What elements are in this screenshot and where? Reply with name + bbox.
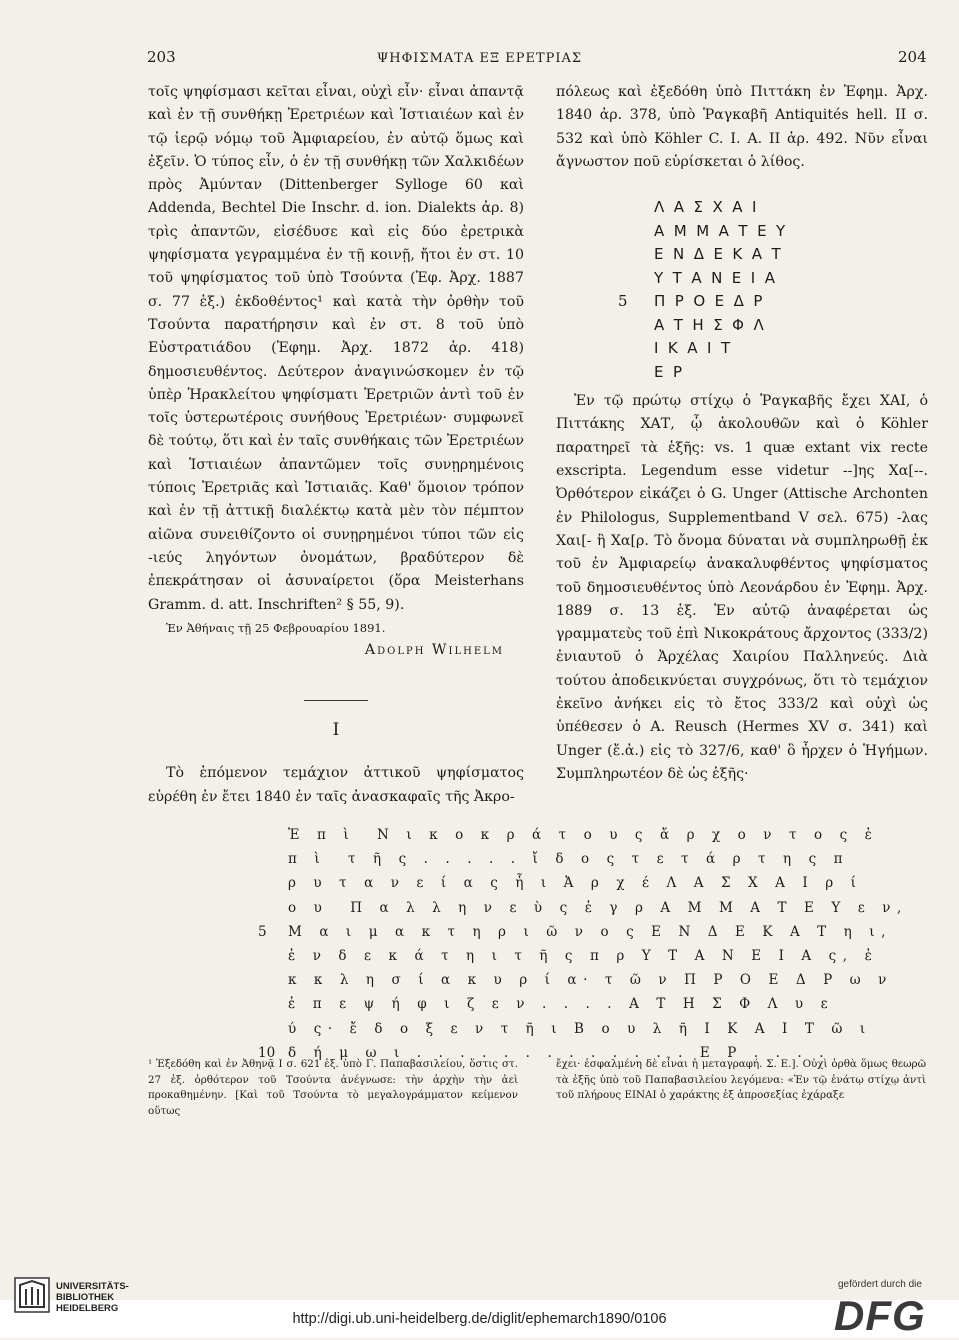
inscription-line [556, 290, 928, 314]
line-text: ρ υ τ α ν ε ί α ς ἧ ι Ἀ ρ χ έ Λ Α Σ Χ Α Ι ρ ί [288, 875, 863, 892]
line-text: ΥΤΑΝΕΙΑ [654, 268, 785, 287]
inscription-line [556, 361, 928, 385]
dfg-logo: DFG [834, 1292, 926, 1339]
library-name-line: BIBLIOTHEK [56, 1292, 115, 1303]
left-column [148, 81, 524, 809]
section-divider [304, 700, 368, 701]
left-paragraph-2: Τὸ ἑπόμενον τεμάχιον ἀττικοῦ ψηφίσματος εὑρέθη ἐν ἔτει 1840 ἐν ταῖς ἀνασκαφαῖς τῆς Ἀκρο- [148, 765, 524, 805]
line-text: ο υ Π α λ λ η ν ε ὺ ς ἐ γ ρ Α Μ Μ Α Τ Ε Υ ε ν, [288, 899, 908, 916]
inscription-line [556, 243, 928, 267]
footnote-right: ἔχει· ἐσφαλμένη δὲ εἶναι ἡ μεταγραφή. Σ. Ε.]. Οὐχὶ ὀρθὰ ὅμως θεωρῶ τὰ ἑξῆς ὑπὸ τοῦ Παπαβασιλείου λεγόμενα: «Ἐν τῷ ἐνάτῳ στίχῳ ἀντὶ τοῦ πλήρους ΕΙΝΑΙ ὁ χαράκτης ἐξ ἀπροσεξίας ἐχάραξε [556, 1058, 926, 1101]
university-library-logo-icon [14, 1277, 50, 1313]
inscription-line [556, 314, 928, 338]
restored-line [258, 1020, 872, 1045]
author-signature: Adolph Wilhelm [364, 641, 504, 658]
restored-line [258, 899, 908, 924]
line-text: δ ή μ ω ι . . . . . . . . . . . . . Ε Ρ . . . . [288, 1044, 831, 1061]
line-text: ΕΝΔΕΚΑΤ [654, 245, 791, 264]
line-text: ἐ π ε ψ ή φ ι ζ ε ν . . . . Α Τ Η Σ Φ Λ υ ε [288, 996, 835, 1013]
page-number-right: 204 [898, 48, 927, 66]
restored-line [258, 996, 835, 1020]
right-paragraph-2: Ἐν τῷ πρώτῳ στίχῳ ὁ Ῥαγκαβῆς ἔχει ΧΑΙ, ὁ Πιττάκης ΧΑΤ, ᾧ ἀκολουθῶν καὶ ὁ Köhler παρατηρεῖ τὰ ἑξῆς: vs. 1 quæ extant vix recte exscripta. Legendum esse videtur --]ης Χα[--. Ὀρθότερον εἰκάζει ὁ G. Unger (Attische Archonten ἐν Philologus, Supplementband V σελ. 675) -λας Χαι[- ἢ Χα[ρ. Τὸ ὄνομα δύναται νὰ συμπληρωθῇ ἐκ τοῦ ἐν Ἀμφιαρείῳ ἀνακαλυφθέντος ψηφίσματος τοῦ δημοσιευθέντος ὑπὸ Λεονάρδου ἐν Ἐφημ. Ἀρχ. 1889 σ. 13 ἑξ. Ἐν αὐτῷ ἀναφέρεται ὡς γραμματεὺς τοῦ ἐπὶ Νικοκράτους ἄρχοντος (333/2) ἐνιαυτοῦ ὁ Ἀρχέλας Χαιρίου Παλληνεύς. Διὰ τούτου ἀποδεικνύεται συγχρόνως, ὅτι τὸ τεμάχιον ἐκεῖνο ἀνήκει εἰς τὸ ἔτος 333/2 καὶ οὐχὶ ὡς ὑπέθεσεν ὁ A. Reusch (Hermes XV σ. 341) καὶ Unger (ἔ.ἀ.) εἰς τὸ 327/6, καθ' ὃ ἦρχεν ὁ Ἡγήμων. Συμπληρωτέον δὲ ὡς ἑξῆς· [556, 393, 928, 782]
line-text: Ἐ π ὶ Ν ι κ ο κ ρ ά τ ο υ ς ἄ ρ χ ο ν τ ο ς ἐ [288, 827, 879, 843]
restored-line [258, 972, 893, 996]
right-paragraph-1: πόλεως καὶ ἐξεδόθη ὑπὸ Πιττάκη ἐν Ἐφημ. Ἀρχ. 1840 ἀρ. 378, ὑπὸ Ῥαγκαβῆ Antiquités hell. II σ. 532 καὶ ὑπὸ Köhler C. I. A. II ἀρ. 492. Νῦν εἶναι ἄγνωστον ποῦ εὑρίσκεται ὁ λίθος. [556, 84, 928, 170]
line-text: ΑΤΗΣΦΛ [654, 315, 774, 334]
inscription-line [556, 267, 928, 291]
inscription-line [556, 337, 928, 361]
line-text: κ κ λ η σ ί α κ υ ρ ί α· τ ῶ ν Π Ρ Ο Ε Δ Ρ ω ν [288, 972, 893, 989]
line-text: ύ ς· ἔ δ ο ξ ε ν τ ῆ ι Β ο υ λ ῆ Ι Κ Α Ι Τ ῶ ι [288, 1020, 872, 1037]
sponsor-label: gefördert durch die [838, 1279, 922, 1290]
footnote-left: ¹ Ἐξεδόθη καὶ ἐν Ἀθηνᾷ I σ. 621 ἑξ. ὑπὸ Γ. Παπαβασιλείου, ὅστις στ. 27 ἑξ. ὀρθότερον τοῦ Τσούντα ἀνέγνωσε: τὴν ἀρχὴν τὴν ἀεὶ προκαθημένην. [Καὶ τοῦ Τσούντα τὸ μεγαλογράμματον κείμενον οὕτως [148, 1058, 518, 1117]
restored-line [258, 923, 893, 948]
restored-line [258, 875, 863, 899]
right-column [556, 81, 928, 786]
inscription-line [556, 196, 928, 220]
source-url-link[interactable]: http://digi.ub.uni-heidelberg.de/diglit/ephemarch1890/0106 [292, 1311, 667, 1327]
running-title: ΨΗΦΙΣΜΑΤΑ ΕΞ ΕΡΕΤΡΙΑΣ [376, 51, 583, 66]
line-number: 5 [618, 292, 628, 311]
inscription-line [556, 220, 928, 244]
left-paragraph-1: τοῖς ψηφίσμασι κεῖται εἶναι, οὐχὶ εἶν· εἶναι ἀπαντᾷ καὶ ἐν τῇ συνθήκῃ Ἐρετριέων καὶ Ἱστιαιέων καὶ ἐν τῷ ἱερῷ νόμῳ τοῦ Ἀμφιαρείου, ἐν αὐτῷ ὅμως καὶ ἐξεῖν. Ὁ τύπος εἶν, ὁ ἐν τῇ συνθήκῃ τῶν Χαλκιδέων πρὸς Ἀμύνταν (Dittenberger Sylloge 60 καὶ Addenda, Bechtel Die Inschr. d. ion. Dialekts ἀρ. 8) τρὶς ἀπαντῶν, εἰσέδυσε καὶ εἰς δύο ἐρετρικὰ ψηφίσματα γεγραμμένα ἐν τῇ κοινῇ, ἤτοι ἐν στ. 10 τοῦ ψηφίσματος τοῦ ὑπὸ Τσούντα (Ἐφ. Ἀρχ. 1887 σ. 77 ἑξ.) ἐκδοθέντος¹ καὶ κατὰ τὴν ὀρθὴν τοῦ Τσούντα παρατήρησιν καὶ ἐν στ. 8 τοῦ ὑπὸ Εὐστρατιάδου (Ἐφημ. Ἀρχ. 1872 ἀρ. 418) δημοσιευθέντος. Δεύτερον ἀναγινώσκομεν ἐν τῷ ὑπὲρ Ἡρακλείτου ψηφίσματι Ἐρετριῶν ἀντὶ τοῦ ἐν τοῖς ὑστερωτέροις συνήθους Ἐρετριέων· συμφωνεῖ δὲ τούτῳ, ὅτι καὶ ἐν ταῖς συνθήκαις τῶν Ἐρετριέων καὶ Ἱστιαιέων ἀπαντῶμεν τοῖς συνῃρημένοις τύποις Ἐρετριᾶς καὶ Ἱστιαιᾶς. Καθ' ὅμοιον τρόπον καὶ ἐν τῇ ἀττικῇ διαλέκτῳ κατὰ μὲν τὸν πέμπτον αἰῶνα συνειθίζοντο οἱ συνῃρημένοι τύποι τῶν εἰς -ιεύς ληγόντων ὀνομάτων, βραδύτερον δὲ ἐπεκράτησαν οἱ ἀσυναίρετοι (ὅρα Meisterhans Gramm. d. att. Inschriften² § 55, 9). [148, 84, 524, 613]
line-number: 10 [258, 1044, 276, 1061]
line-text: ἑ ν δ ε κ ά τ η ι τ ῆ ς π ρ Υ Τ Α Ν Ε Ι Α ς, ἐ [288, 947, 879, 964]
line-text: ΙΚΑΙΤ [654, 339, 740, 358]
line-text: ΛΑΣΧΑΙ [654, 198, 766, 217]
restored-line [258, 827, 879, 851]
restored-inscription [258, 827, 908, 1069]
line-text: ΕΡ [654, 362, 692, 381]
restored-line [258, 851, 850, 875]
line-number: 5 [258, 923, 267, 940]
library-name-line: UNIVERSITÄTS- [56, 1281, 129, 1292]
line-text: ΠΡΟΕΔΡ [654, 292, 772, 311]
line-text: π ὶ τ ῆ ς . . . . . ἴ δ ο ς τ ε τ ά ρ τ η ς π [288, 851, 850, 868]
restored-line [258, 947, 879, 972]
library-name [56, 1281, 129, 1314]
section-numeral: I [332, 720, 340, 741]
fragment-inscription [556, 196, 928, 384]
line-text: Μ α ι μ α κ τ η ρ ι ῶ ν ο ς Ε Ν Δ Ε Κ Α Τ η ι, [288, 923, 893, 940]
dateline: Ἐν Ἀθήναις τῇ 25 Φεβρουαρίου 1891. [166, 620, 386, 635]
page-number-left: 203 [147, 48, 176, 66]
library-name-line: HEIDELBERG [56, 1303, 119, 1314]
line-text: ΑΜΜΑΤΕΥ [654, 221, 795, 240]
